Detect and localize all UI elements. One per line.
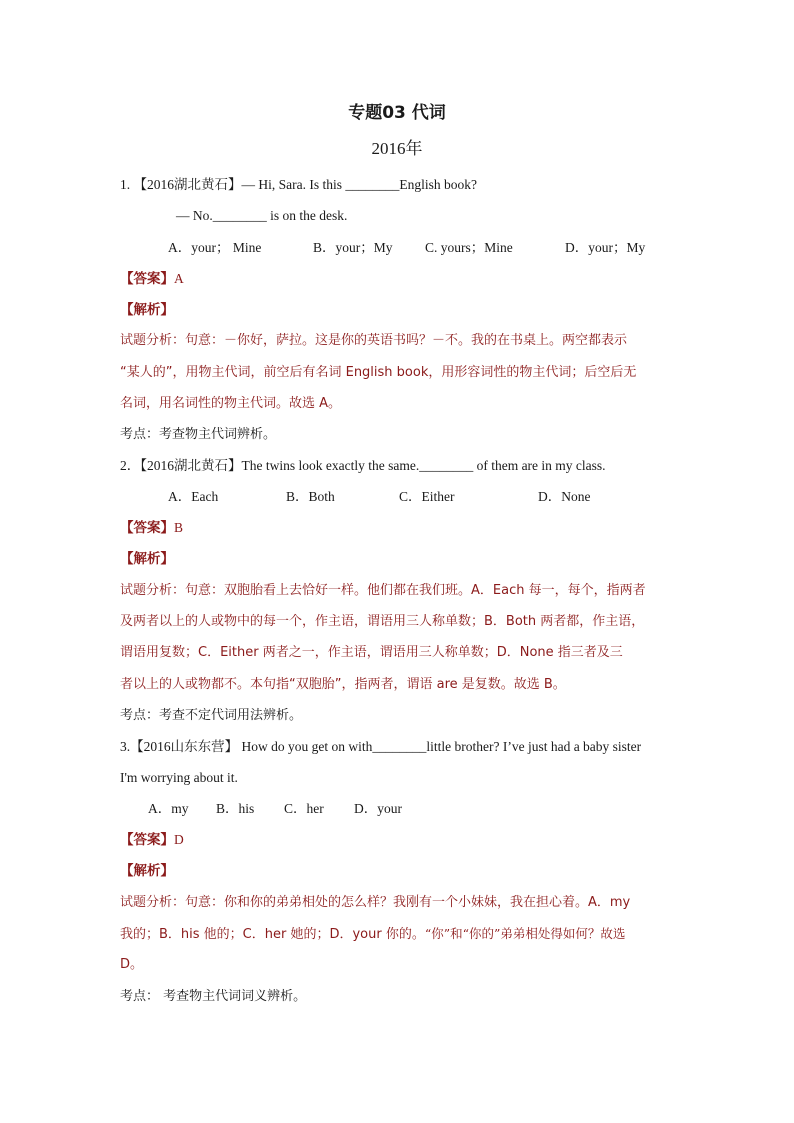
q3-option-b: B．his: [216, 801, 255, 816]
q2-analysis-line4: 者以上的人或物都不。本句指“双胞胎”，指两者，谓语 are 是复数。故选 B。: [120, 677, 566, 692]
q2-answer: [120, 519, 183, 537]
q3-answer: [120, 831, 184, 849]
q3-analysis-line3: D。: [120, 957, 144, 972]
q3-options: [148, 800, 402, 818]
q1-option-b: B．your；My: [313, 240, 393, 255]
q3-analysis-line2: [120, 925, 625, 944]
q1-analysis-line3: 名词，用名词性的物主代词。故选 A。: [120, 396, 342, 411]
q1-stem: 1. 【2016湖北黄石】— Hi, Sara. Is this ________English book?: [120, 177, 477, 192]
q1-options: [168, 239, 645, 257]
q2-keypoint: 考点：考查不定代词用法辨析。: [120, 708, 303, 723]
section-year: 2016年: [371, 139, 423, 158]
q1-option-a: A．your； Mine: [168, 240, 262, 255]
q3-option-d: D．your: [354, 801, 402, 816]
q1-analysis-line2: “某人的”，用物主代词，前空后有名词 English book，用形容词性的物主代词；后空后无: [120, 365, 637, 380]
q1-option-c: C. yours；Mine: [425, 240, 513, 255]
q3-option-c: C．her: [284, 801, 324, 816]
q1-stem-reply: — No.________ is on the desk.: [176, 208, 348, 223]
q2-analysis-line2: 及两者以上的人或物中的每一个，作主语，谓语用三人称单数；B．Both 两者都，作主语，: [120, 614, 645, 629]
q3-option-a: A．my: [148, 801, 189, 816]
answer-tag: 【答案】: [120, 832, 174, 848]
answer-value: B: [174, 520, 184, 535]
answer-tag: 【答案】: [120, 520, 174, 536]
q2-stem: 2．【2016湖北黄石】The twins look exactly the same.________ of them are in my class.: [120, 458, 606, 473]
q1-analysis-line1: 试题分析：句意：－你好，萨拉。这是你的英语书吗？－不。我的在书桌上。两空都表示: [120, 333, 628, 348]
q1-answer: [120, 270, 184, 288]
q1-keypoint: 考点：考查物主代词辨析。: [120, 427, 277, 442]
q2-option-a: A．Each: [168, 489, 219, 504]
q2-option-d: D．None: [538, 489, 591, 504]
page-title: 专题03 代词: [348, 103, 446, 123]
answer-tag: 【答案】: [120, 271, 174, 287]
q2-option-b: B．Both: [286, 489, 335, 504]
analysis-tag: 【解析】: [120, 551, 174, 567]
q3-analysis-line2-b: “你”和“你的”弟弟相处得如何？故选: [424, 926, 626, 941]
q3-keypoint: 考点： 考查物主代词词义辨析。: [120, 989, 307, 1004]
answer-value: D: [174, 832, 184, 847]
q3-analysis-line1: 试题分析：句意：你和你的弟弟相处的怎么样？我刚有一个小妹妹，我在担心着。A．my: [120, 895, 631, 910]
answer-value: A: [174, 271, 184, 286]
q1-option-d: D．your；My: [565, 240, 646, 255]
q3-analysis-line2-a: 我的；B．his 他的；C．her 她的；D．your 你的。: [120, 927, 425, 942]
q3-stem: 3.【2016山东东营】 How do you get on with________little brother? I’ve just had a baby sister: [120, 739, 642, 754]
q2-analysis-line1: 试题分析：句意：双胞胎看上去恰好一样。他们都在我们班。A．Each 每一，每个，指两者: [120, 583, 646, 598]
q2-option-c: C．Either: [399, 489, 455, 504]
q2-analysis-line3: 谓语用复数；C．Either 两者之一，作主语，谓语用三人称单数；D．None 指三者及三: [120, 645, 623, 660]
q3-stem-cont: I'm worrying about it.: [120, 770, 238, 785]
analysis-tag: 【解析】: [120, 863, 174, 879]
analysis-tag: 【解析】: [120, 302, 174, 318]
q2-options: [168, 488, 591, 506]
